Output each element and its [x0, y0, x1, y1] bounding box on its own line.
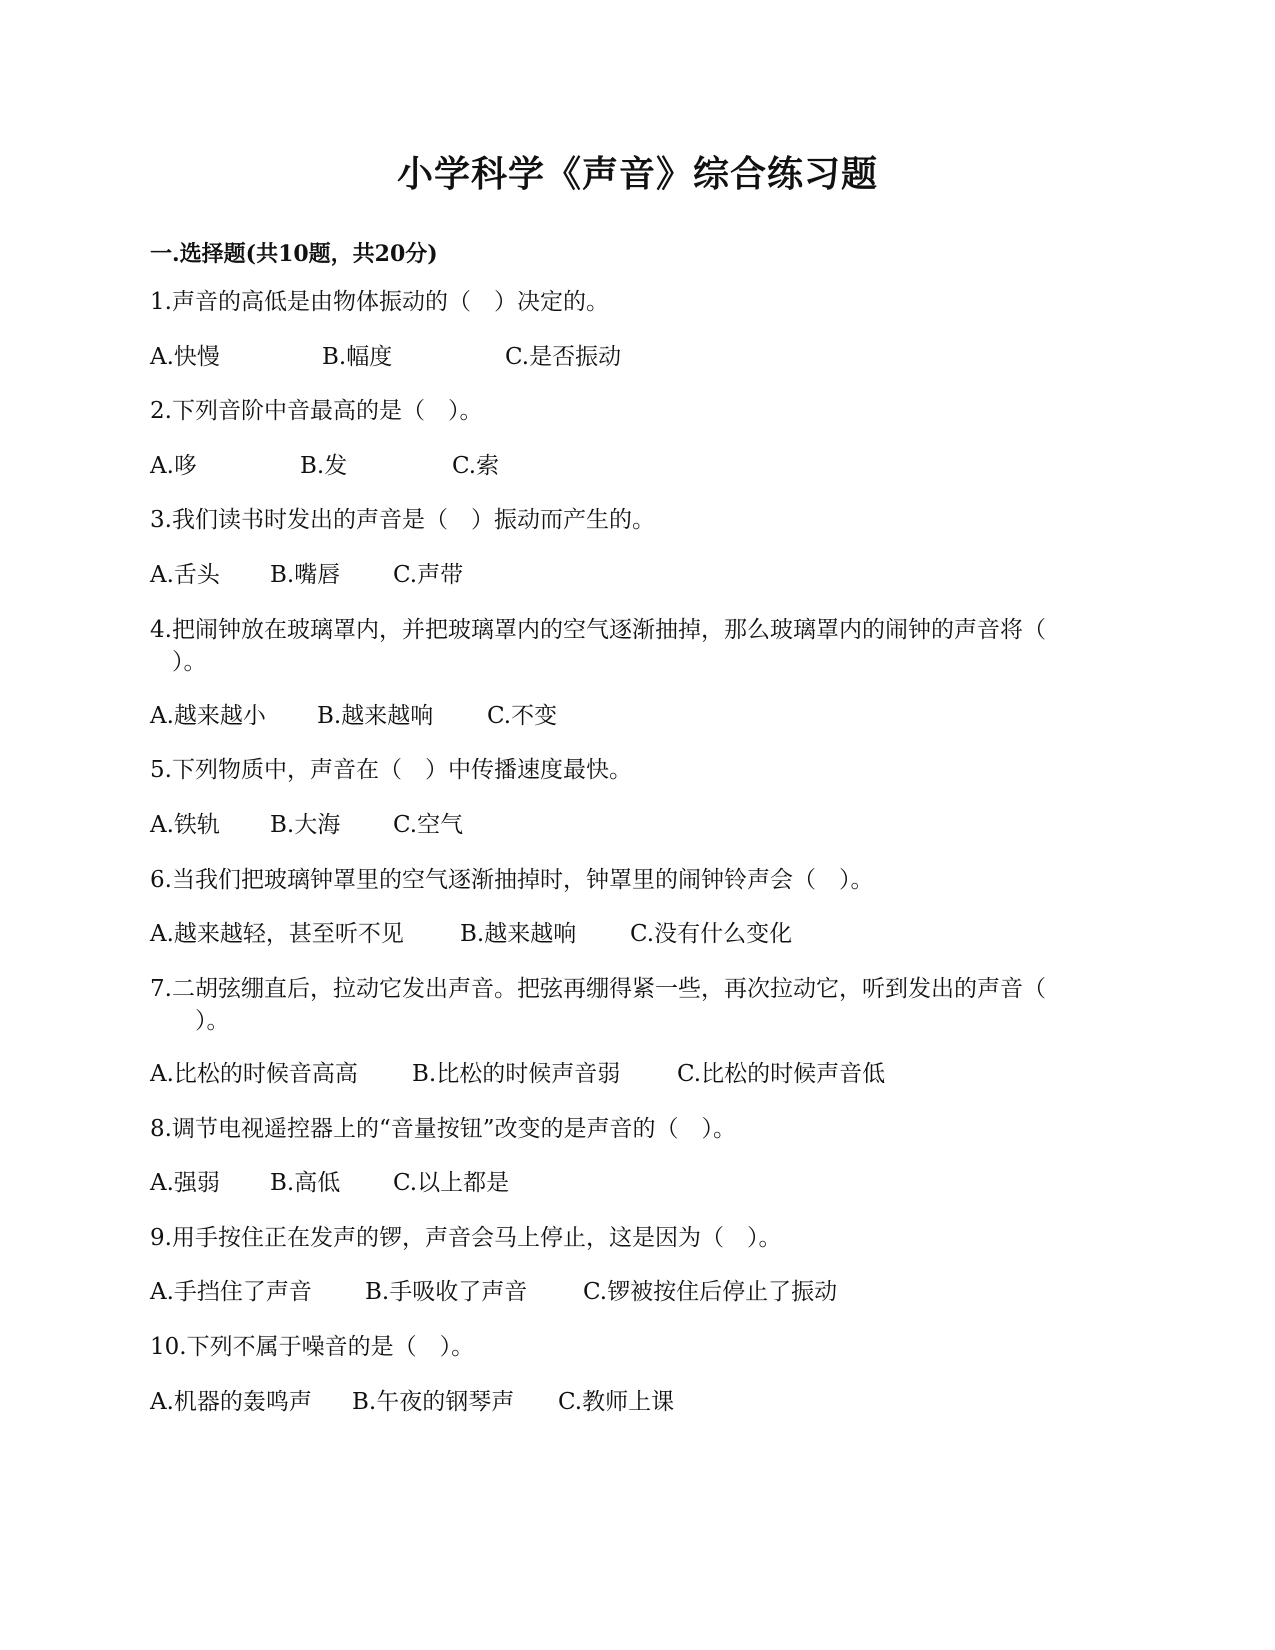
question-text: 8.调节电视遥控器上的“音量按钮”改变的是声音的（ ）。 — [150, 1116, 736, 1142]
option-a: A.舌头 — [150, 562, 220, 588]
option-a: A.铁轨 — [150, 812, 220, 838]
option-a: A.快慢 — [150, 344, 220, 370]
option-b: B.比松的时候声音弱 — [412, 1061, 621, 1087]
option-b: B.嘴唇 — [270, 562, 341, 588]
option-b: B.越来越响 — [317, 703, 434, 729]
option-c: C.没有什么变化 — [630, 921, 793, 947]
option-a: A.哆 — [150, 453, 197, 479]
option-a: A.比松的时候音高高 — [150, 1061, 358, 1087]
question-text: 2.下列音阶中音最高的是（ ）。 — [150, 398, 483, 424]
option-b: B.越来越响 — [460, 921, 577, 947]
option-b: B.午夜的钢琴声 — [352, 1389, 515, 1415]
page-title: 小学科学《声音》综合练习题 — [396, 153, 878, 195]
question-text: 1.声音的高低是由物体振动的（ ）决定的。 — [150, 289, 609, 315]
option-c: C.不变 — [487, 703, 558, 729]
option-c: C.索 — [452, 453, 500, 479]
question-text: 6.当我们把玻璃钟罩里的空气逐渐抽掉时，钟罩里的闹钟铃声会（ ）。 — [150, 867, 874, 893]
option-c: C.空气 — [393, 812, 464, 838]
option-c: C.比松的时候声音低 — [677, 1061, 886, 1087]
option-a: A.手挡住了声音 — [150, 1279, 312, 1305]
question-1 — [150, 286, 1125, 318]
section-heading: 一.选择题(共10题，共20分) — [150, 241, 438, 267]
question-8 — [150, 1113, 1125, 1145]
option-a: A.机器的轰鸣声 — [150, 1389, 312, 1415]
option-c: C.锣被按住后停止了振动 — [583, 1279, 838, 1305]
question-text: 5.下列物质中，声音在（ ）中传播速度最快。 — [150, 757, 632, 783]
question-6 — [150, 864, 1125, 896]
option-b: B.大海 — [270, 812, 341, 838]
option-a: A.越来越小 — [150, 703, 266, 729]
question-text-continued: ）。 — [172, 649, 207, 675]
question-2 — [150, 395, 1125, 427]
option-b: B.发 — [300, 453, 348, 479]
question-10 — [150, 1331, 1125, 1363]
option-b: B.手吸收了声音 — [365, 1279, 528, 1305]
option-b: B.幅度 — [322, 344, 393, 370]
option-a: A.越来越轻，甚至听不见 — [150, 921, 404, 947]
question-7 — [150, 973, 1125, 1037]
question-text-continued: ）。 — [172, 1008, 230, 1034]
question-4 — [150, 614, 1125, 678]
option-c: C.以上都是 — [393, 1170, 510, 1196]
option-a: A.强弱 — [150, 1170, 220, 1196]
question-text: 4.把闹钟放在玻璃罩内，并把玻璃罩内的空气逐渐抽掉，那么玻璃罩内的闹钟的声音将（ — [150, 617, 1046, 643]
option-b: B.高低 — [270, 1170, 341, 1196]
question-9 — [150, 1222, 1125, 1254]
question-text: 9.用手按住正在发声的锣，声音会马上停止，这是因为（ ）。 — [150, 1225, 782, 1251]
option-c: C.教师上课 — [558, 1389, 675, 1415]
question-text: 3.我们读书时发出的声音是（ ）振动而产生的。 — [150, 507, 655, 533]
question-text: 7.二胡弦绷直后，拉动它发出声音。把弦再绷得紧一些，再次拉动它，听到发出的声音（ — [150, 976, 1046, 1002]
question-5 — [150, 754, 1125, 786]
option-c: C.是否振动 — [505, 344, 622, 370]
option-c: C.声带 — [393, 562, 464, 588]
question-text: 10.下列不属于噪音的是（ ）。 — [150, 1334, 475, 1360]
question-3 — [150, 504, 1125, 536]
